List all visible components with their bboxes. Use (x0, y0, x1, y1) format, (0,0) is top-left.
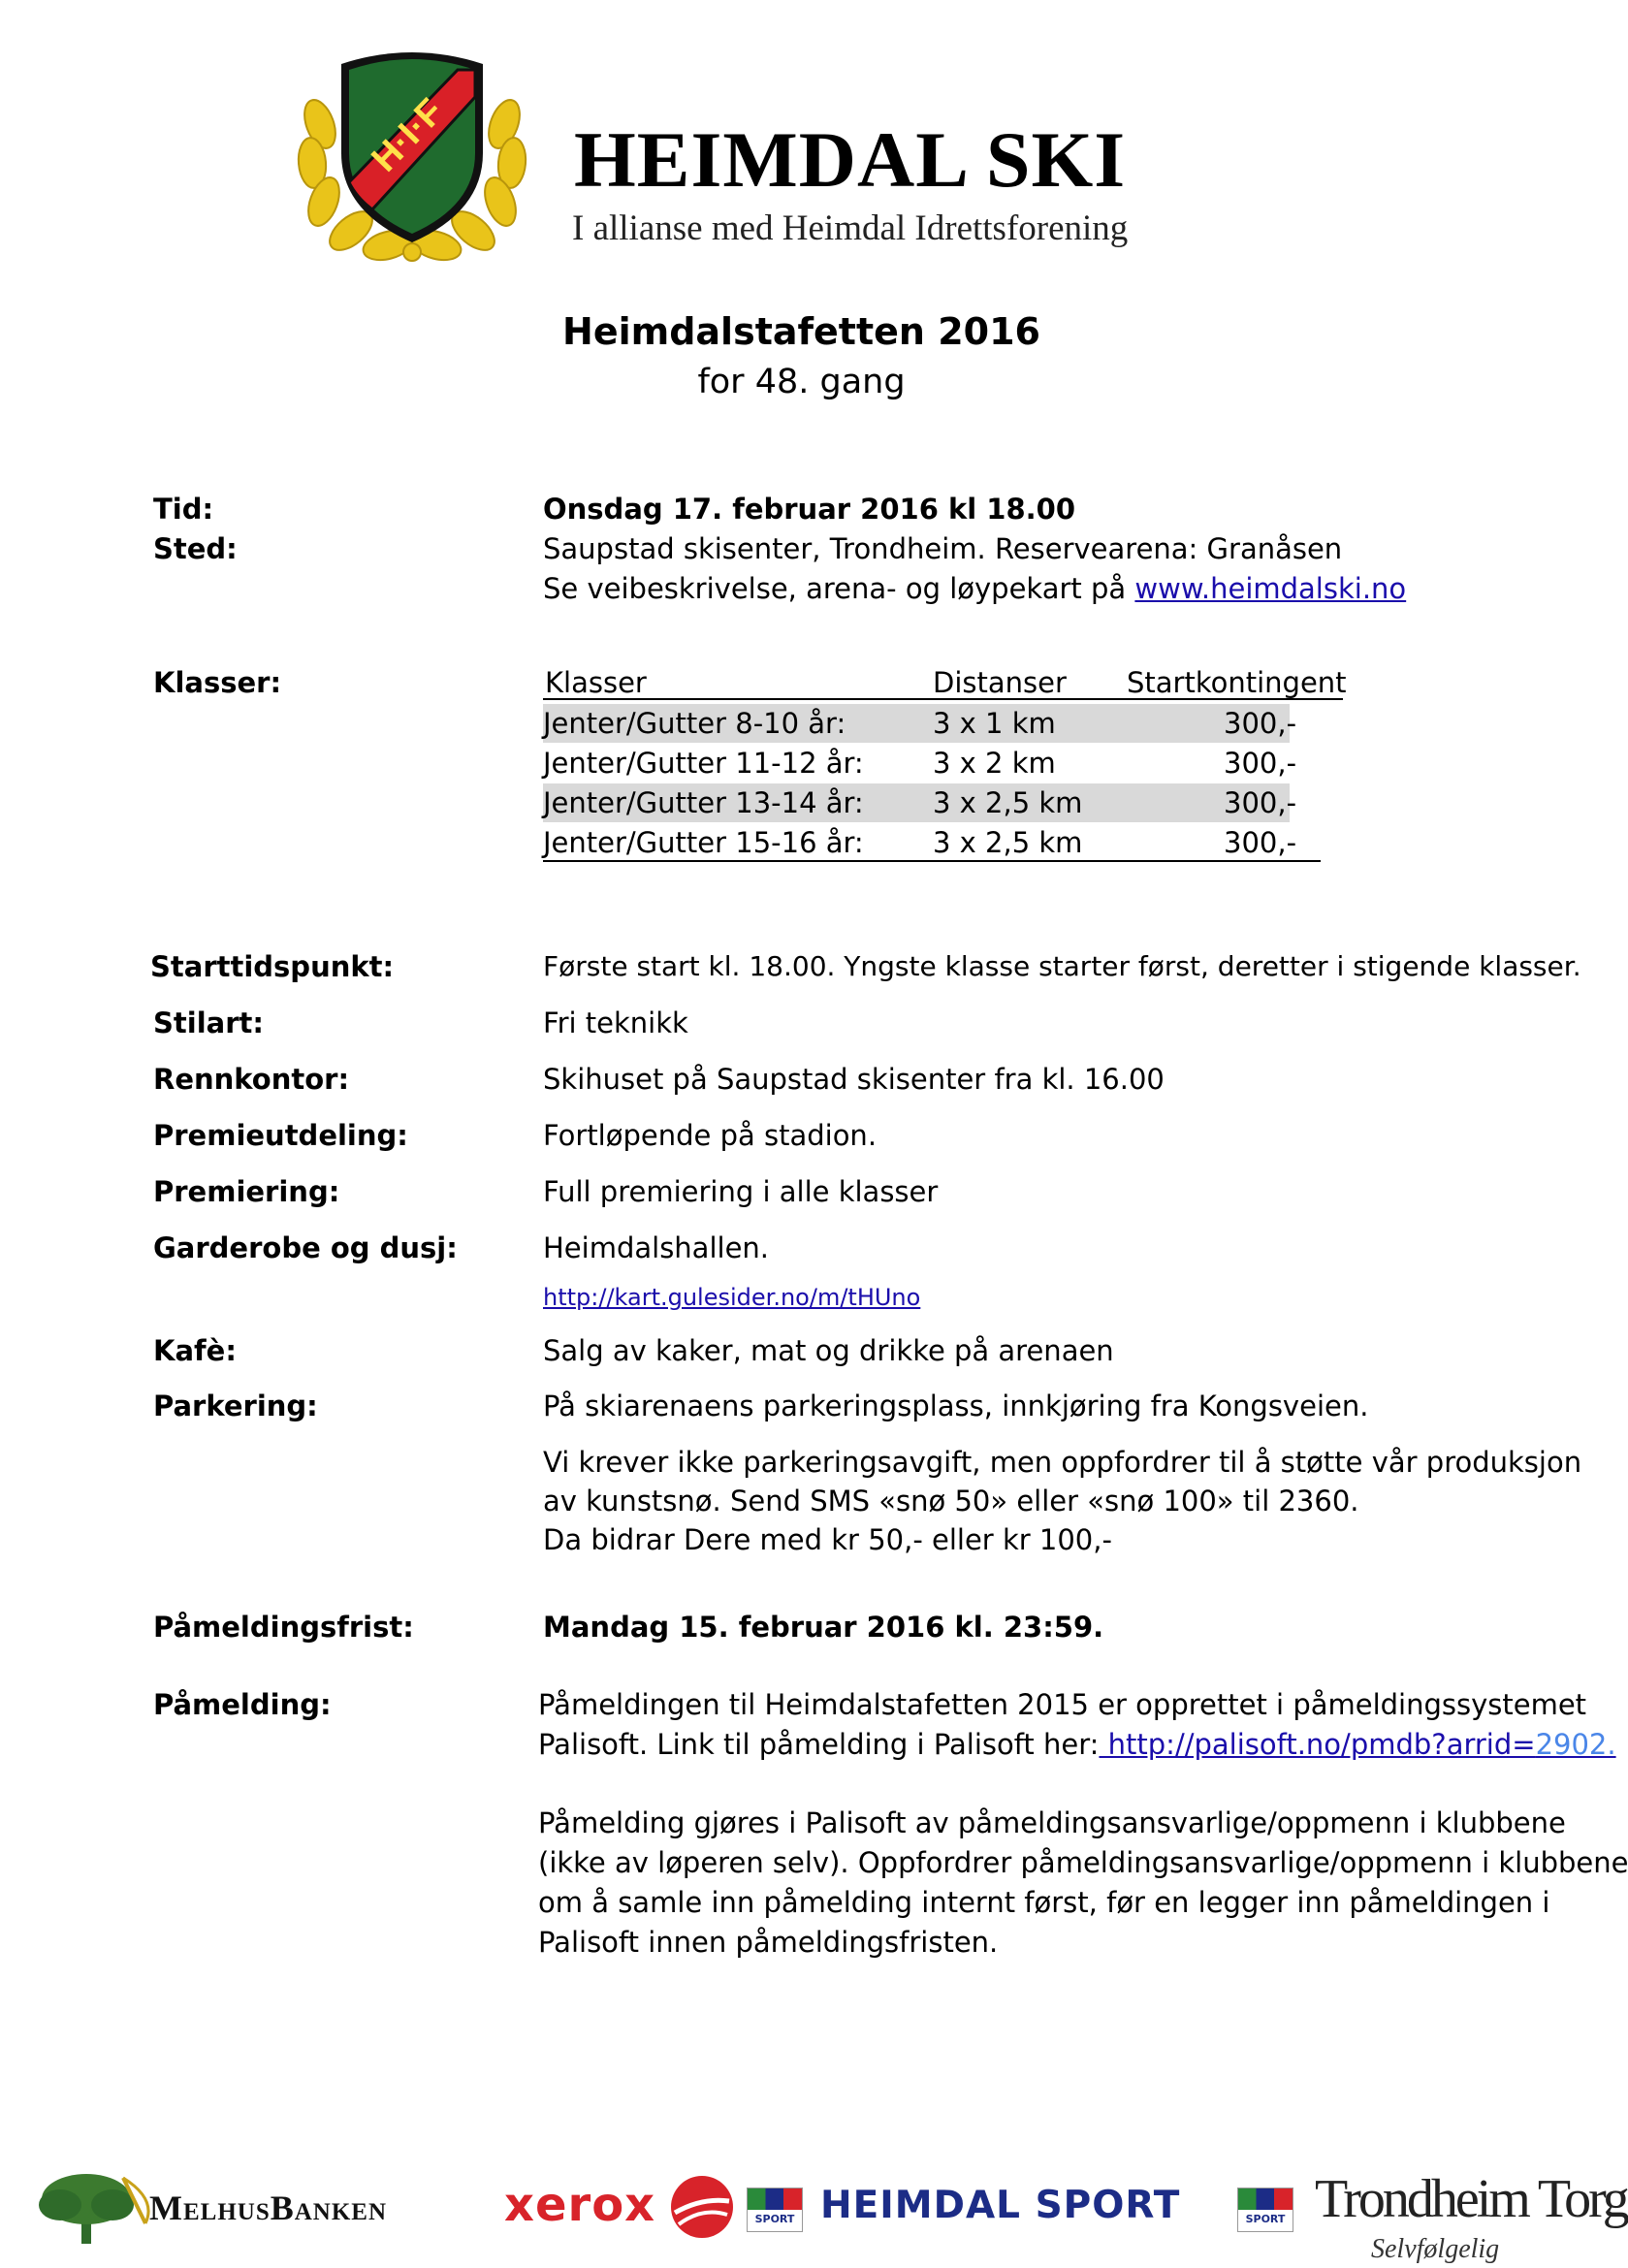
pamelding-p2-line4: Palisoft innen påmeldingsfristen. (538, 1926, 999, 1959)
pamelding-line2 (538, 1725, 1616, 1764)
cell-distanse: 3 x 1 km (933, 707, 1056, 740)
pamelding-p2-line1: Påmelding gjøres i Palisoft av påmeldingsansvarlige/oppmenn i klubbene (538, 1806, 1566, 1839)
parkering-note-line2: av kunstsnø. Send SMS «snø 50» eller «snø 100» til 2360. (543, 1485, 1359, 1517)
cell-klasse: Jenter/Gutter 15-16 år: (543, 826, 864, 859)
rennkontor-label: Rennkontor: (153, 1063, 350, 1096)
org-subtitle: I allianse med Heimdal Idrettsforening (572, 208, 1129, 248)
heimdalski-link[interactable]: www.heimdalski.no (1134, 572, 1407, 605)
premiering-label: Premiering: (153, 1175, 340, 1208)
kafe-label: Kafè: (153, 1334, 237, 1367)
sted-label: Sted: (153, 532, 238, 565)
table-header-rule (543, 698, 1343, 700)
sted-line2 (543, 569, 1406, 608)
cell-kontingent: 300,- (1224, 786, 1297, 819)
melhusbanken-text: MelhusBanken (149, 2188, 388, 2227)
frist-label: Påmeldingsfrist: (153, 1611, 414, 1644)
cell-distanse: 3 x 2 km (933, 747, 1056, 780)
sport-badge-stripes (748, 2188, 802, 2210)
premieutdeling-label: Premieutdeling: (153, 1119, 408, 1152)
trondheim-torg-logo (1315, 2168, 1627, 2265)
parkering-label: Parkering: (153, 1390, 318, 1422)
klasser-label: Klasser: (153, 666, 282, 699)
parkering-note-line3: Da bidrar Dere med kr 50,- eller kr 100,- (543, 1523, 1112, 1556)
club-logo (291, 37, 533, 260)
rennkontor-value: Skihuset på Saupstad skisenter fra kl. 16.00 (543, 1063, 1165, 1096)
kafe-value: Salg av kaker, mat og drikke på arenaen (543, 1334, 1114, 1367)
premieutdeling-value: Fortløpende på stadion. (543, 1119, 878, 1152)
xerox-text: xerox (504, 2178, 656, 2232)
trondheim-torg-text: Trondheim Torg (1315, 2169, 1627, 2229)
tid-value: Onsdag 17. februar 2016 kl 18.00 (543, 493, 1076, 526)
col-header-distanser: Distanser (933, 666, 1067, 699)
col-header-startkontingent: Startkontingent (1127, 666, 1347, 699)
cell-klasse: Jenter/Gutter 13-14 år: (543, 786, 864, 819)
parkering-note-line1: Vi krever ikke parkeringsavgift, men oppfordrer til å støtte vår produksjon (543, 1446, 1582, 1479)
palisoft-link[interactable] (1099, 1728, 1615, 1761)
sport-badge-text: SPORT (1245, 2213, 1286, 2225)
cell-kontingent: 300,- (1224, 826, 1297, 859)
cell-distanse: 3 x 2,5 km (933, 826, 1083, 859)
event-edition: for 48. gang (697, 363, 906, 401)
cell-klasse: Jenter/Gutter 8-10 år: (543, 707, 846, 740)
col-header-klasser: Klasser (545, 666, 647, 699)
palisoft-link-text: http://palisoft.no/pmdb?arrid= (1099, 1728, 1536, 1761)
pamelding-line1: Påmeldingen til Heimdalstafetten 2015 er opprettet i påmeldingssystemet (538, 1688, 1587, 1721)
trondheim-torg-tagline: Selvfølgelig (1371, 2234, 1500, 2264)
garderobe-label: Garderobe og dusj: (153, 1231, 458, 1264)
sport-badge-stripes (1238, 2188, 1293, 2210)
event-title: Heimdalstafetten 2016 (562, 310, 1040, 353)
pamelding-p2-line3: om å samle inn påmelding internt først, før en legger inn påmeldingen i (538, 1886, 1550, 1919)
sport-badge-text: SPORT (754, 2213, 795, 2225)
sted-line1: Saupstad skisenter, Trondheim. Reservearena: Granåsen (543, 532, 1343, 565)
sport-badge-left (747, 2188, 803, 2232)
stilart-label: Stilart: (153, 1006, 264, 1039)
heimdal-sport-text: HEIMDAL SPORT (820, 2184, 1181, 2227)
sted-line2-prefix: Se veibeskrivelse, arena- og løypekart på (543, 572, 1135, 605)
premiering-value: Full premiering i alle klasser (543, 1175, 939, 1208)
pamelding-p2-line2: (ikke av løperen selv). Oppfordrer påmeldingsansvarlige/oppmenn i klubbene (538, 1846, 1628, 1879)
cell-klasse: Jenter/Gutter 11-12 år: (543, 747, 864, 780)
starttid-value: Første start kl. 18.00. Yngste klasse starter først, deretter i stigende klasser. (543, 950, 1581, 982)
sport-badge-right (1237, 2188, 1293, 2232)
xerox-logo (504, 2172, 737, 2245)
tree-icon (31, 2170, 152, 2248)
palisoft-link-id: 2902. (1535, 1728, 1616, 1761)
melhusbanken-logo (31, 2170, 458, 2248)
stilart-value: Fri teknikk (543, 1006, 688, 1039)
pamelding-line2-prefix: Palisoft. Link til påmelding i Palisoft her: (538, 1728, 1100, 1761)
garderobe-value: Heimdalshallen. (543, 1231, 770, 1264)
xerox-ball-icon (669, 2174, 735, 2240)
cell-distanse: 3 x 2,5 km (933, 786, 1083, 819)
cell-kontingent: 300,- (1224, 707, 1297, 740)
org-name: HEIMDAL SKI (574, 115, 1127, 204)
pamelding-label: Påmelding: (153, 1688, 332, 1721)
frist-value: Mandag 15. februar 2016 kl. 23:59. (543, 1611, 1104, 1644)
gulesider-link[interactable]: http://kart.gulesider.no/m/tHUno (543, 1284, 921, 1311)
logo-text: H·I·F (364, 91, 452, 180)
table-bottom-rule (543, 860, 1321, 862)
tid-label: Tid: (153, 493, 214, 526)
cell-kontingent: 300,- (1224, 747, 1297, 780)
parkering-value: På skiarenaens parkeringsplass, innkjøring fra Kongsveien. (543, 1390, 1369, 1422)
starttid-label: Starttidspunkt: (150, 950, 395, 983)
